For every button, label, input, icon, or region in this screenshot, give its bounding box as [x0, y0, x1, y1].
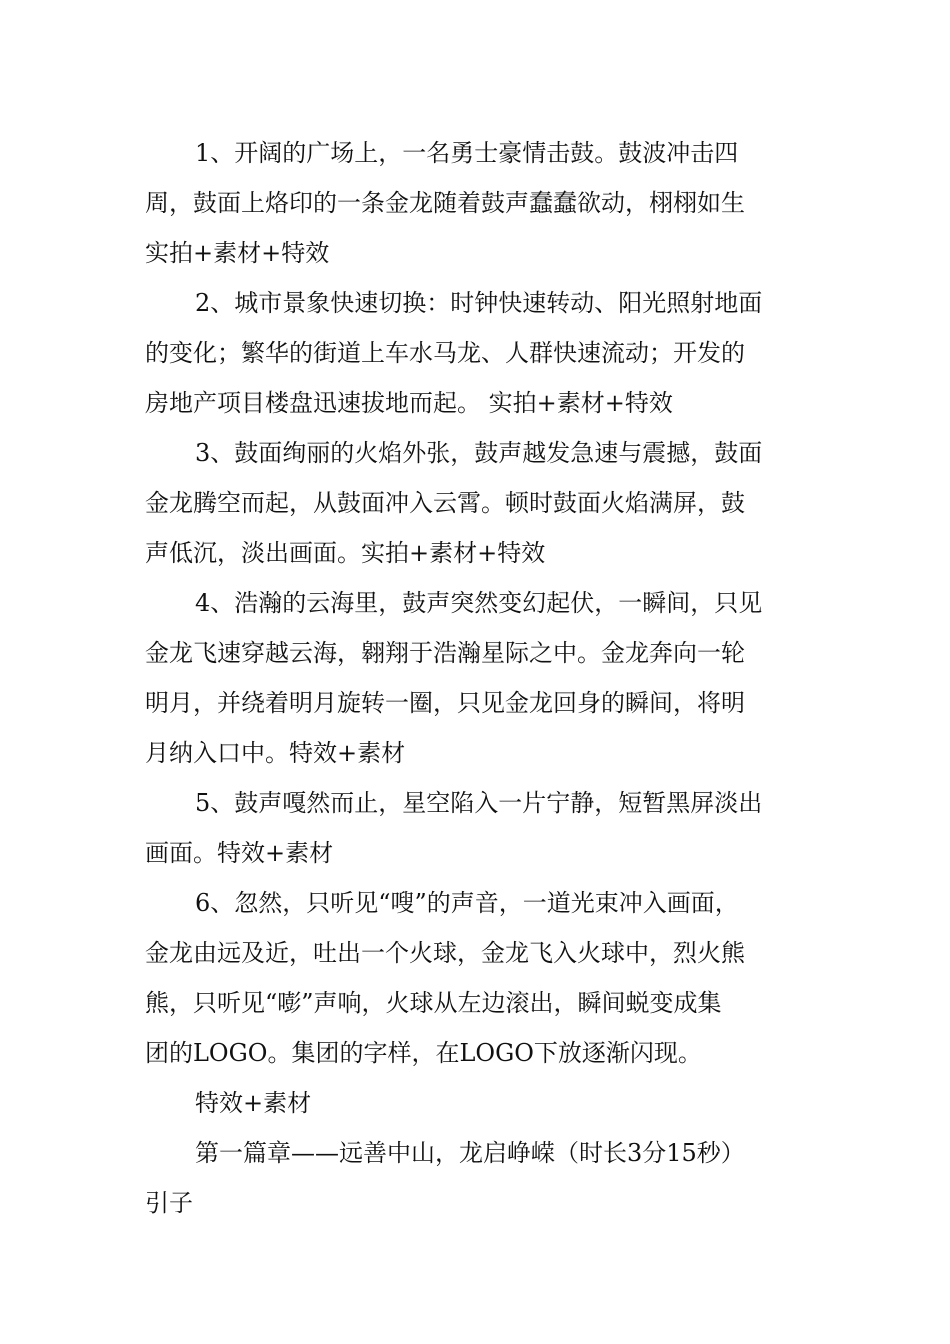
paragraph-2-line-3: 房地产项目楼盘迅速拔地而起。 实拍+素材+特效: [145, 389, 673, 417]
paragraph-2-line-2: 的变化；繁华的街道上车水马龙、人群快速流动；开发的: [145, 339, 745, 367]
paragraph-4-line-2: 金龙飞速穿越云海，翱翔于浩瀚星际之中。金龙奔向一轮: [145, 639, 745, 667]
paragraph-1-line-1: 1、开阔的广场上，一名勇士豪情击鼓。鼓波冲击四: [195, 139, 739, 167]
paragraph-6-line-3: 熊，只听见“嘭”声响，火球从左边滚出，瞬间蜕变成集: [145, 989, 722, 1017]
paragraph-6-line-4: 团的LOGO。集团的字样，在LOGO下放逐渐闪现。: [145, 1039, 702, 1067]
paragraph-4-line-1: 4、浩瀚的云海里，鼓声突然变幻起伏，一瞬间，只见: [195, 589, 763, 617]
paragraph-4-line-3: 明月，并绕着明月旋转一圈，只见金龙回身的瞬间，将明: [145, 689, 745, 717]
paragraph-3-line-1: 3、鼓面绚丽的火焰外张，鼓声越发急速与震撼，鼓面: [195, 439, 763, 467]
paragraph-1-line-3: 实拍+素材+特效: [145, 239, 330, 267]
paragraph-6-line-2: 金龙由远及近，吐出一个火球，金龙飞入火球中，烈火熊: [145, 939, 745, 967]
paragraph-5-line-2: 画面。特效+素材: [145, 839, 334, 867]
paragraph-3-line-2: 金龙腾空而起，从鼓面冲入云霄。顿时鼓面火焰满屏，鼓: [145, 489, 745, 517]
paragraph-7-line-1: 特效+素材: [195, 1089, 312, 1117]
document-body: [145, 128, 805, 1228]
paragraph-4-line-4: 月纳入口中。特效+素材: [145, 739, 406, 767]
paragraph-5-line-1: 5、鼓声嘎然而止，星空陷入一片宁静，短暂黑屏淡出: [195, 789, 763, 817]
paragraph-6-line-1: 6、忽然，只听见“嗖”的声音，一道光束冲入画面，: [195, 889, 739, 917]
paragraph-1-line-2: 周，鼓面上烙印的一条金龙随着鼓声蠢蠢欲动，栩栩如生: [145, 189, 745, 217]
paragraph-3-line-3: 声低沉，淡出画面。实拍+素材+特效: [145, 539, 546, 567]
paragraph-2-line-1: 2、城市景象快速切换：时钟快速转动、阳光照射地面: [195, 289, 763, 317]
section-label: 引子: [145, 1189, 193, 1217]
chapter-heading: 第一篇章——远善中山，龙启峥嵘（时长3分15秒）: [195, 1139, 745, 1167]
